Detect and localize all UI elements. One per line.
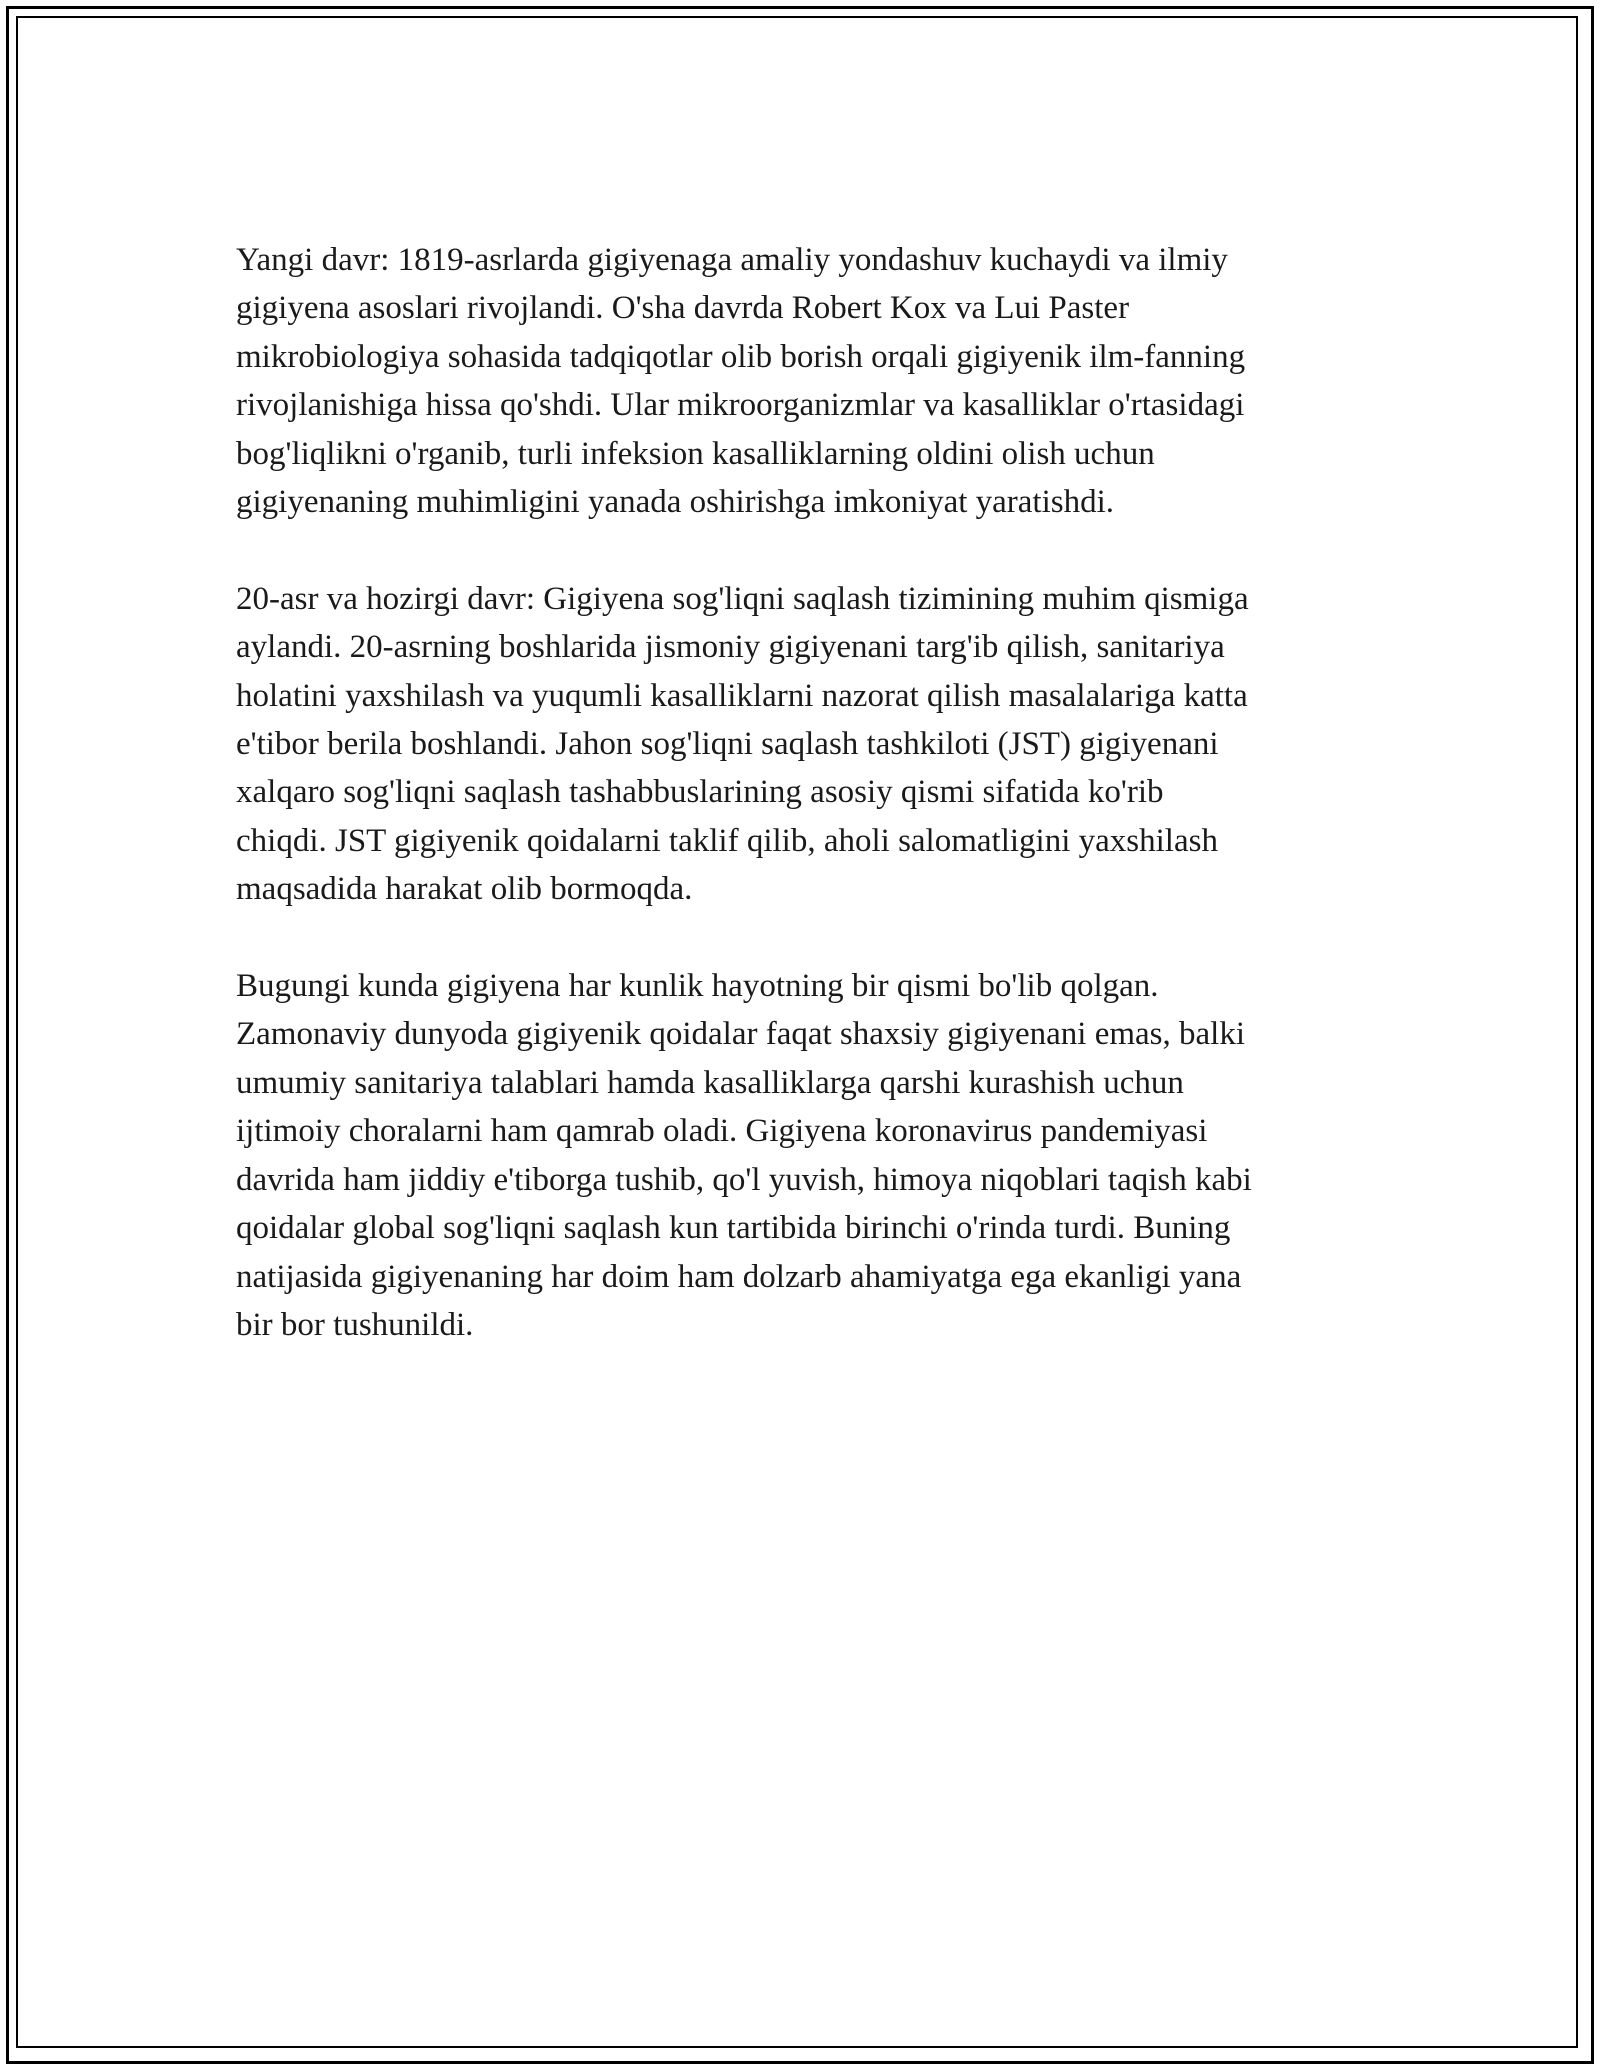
line: aylandi. 20-asrning boshlarida jismoniy gigiyenani targ'ib qilish, sanitariya — [236, 629, 1225, 666]
line: davrida ham jiddiy e'tiborga tushib, qo'l yuvish, himoya niqoblari taqish kabi — [236, 1161, 1252, 1198]
line: Zamonaviy dunyoda gigiyenik qoidalar faqat shaxsiy gigiyenani emas, balki — [236, 1016, 1245, 1053]
line: qoidalar global sog'liqni saqlash kun tartibida birinchi o'rinda turdi. Buning — [236, 1210, 1231, 1247]
line: maqsadida harakat olib bormoqda. — [236, 871, 693, 908]
line: 20-asr va hozirgi davr: Gigiyena sog'liqni saqlash tizimining muhim qismiga — [236, 580, 1249, 617]
paragraph-3 — [236, 962, 1386, 1349]
line: bir bor tushunildi. — [236, 1306, 474, 1343]
line: Yangi davr: 1819-asrlarda gigiyenaga amaliy yondashuv kuchaydi va ilmiy — [236, 242, 1228, 278]
line: gigiyenaning muhimligini yanada oshirishga imkoniyat yaratishdi. — [236, 484, 1115, 521]
line: bog'liqlikni o'rganib, turli infeksion kasalliklarning oldini olish uchun — [236, 435, 1155, 472]
line: rivojlanishiga hissa qo'shdi. Ular mikroorganizmlar va kasalliklar o'rtasidagi — [236, 387, 1245, 424]
line: Bugungi kunda gigiyena har kunlik hayotning bir qismi bo'lib qolgan. — [236, 968, 1159, 1005]
line: mikrobiologiya sohasida tadqiqotlar olib borish orqali gigiyenik ilm-fanning — [236, 338, 1246, 375]
line: xalqaro sog'liqni saqlash tashabbuslarining asosiy qismi sifatida ko'rib — [236, 774, 1164, 811]
line: umumiy sanitariya talablari hamda kasalliklarga qarshi kurashish uchun — [236, 1064, 1184, 1101]
document-body — [236, 236, 1386, 1398]
line: natijasida gigiyenaning har doim ham dolzarb ahamiyatga ega ekanligi yana — [236, 1258, 1242, 1295]
line: gigiyena asoslari rivojlandi. O'sha davrda Robert Kox va Lui Paster — [236, 290, 1130, 327]
paragraph-1 — [236, 236, 1386, 526]
paragraph-2 — [236, 575, 1386, 914]
line: holatini yaxshilash va yuqumli kasalliklarni nazorat qilish masalalariga katta — [236, 677, 1248, 714]
line: e'tibor berila boshlandi. Jahon sog'liqni saqlash tashkiloti (JST) gigiyenani — [236, 726, 1219, 763]
line: chiqdi. JST gigiyenik qoidalarni taklif qilib, aholi salomatligini yaxshilash — [236, 822, 1218, 859]
line: ijtimoiy choralarni ham qamrab oladi. Gigiyena koronavirus pandemiyasi — [236, 1113, 1208, 1150]
